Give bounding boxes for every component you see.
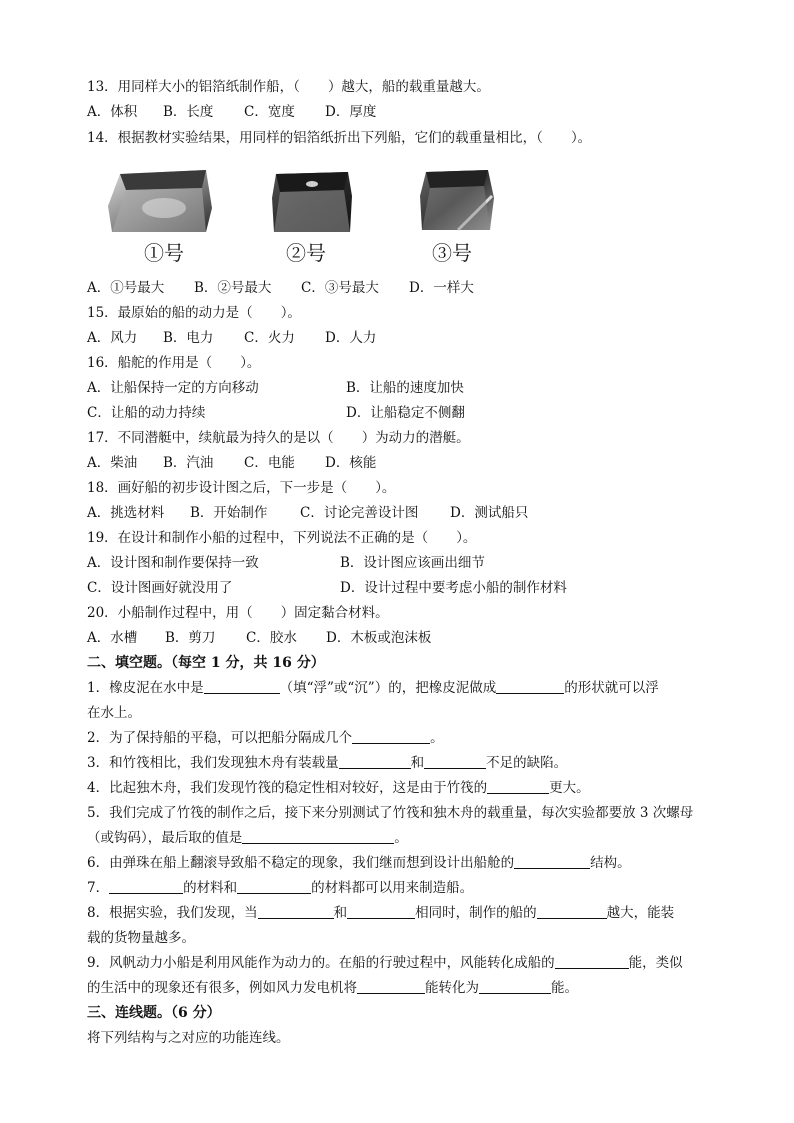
- boat-1-label: ①号: [144, 241, 184, 265]
- q18-option-d[interactable]: D．测试船只: [450, 505, 529, 521]
- q14-stem: 14．根据教材实验结果，用同样的铝箔纸折出下列船，它们的载重量相比，（ ）。: [87, 130, 592, 146]
- fill-9-blank-1[interactable]: [555, 954, 629, 969]
- fill-8-blank-1[interactable]: [258, 904, 334, 919]
- fill-8-blank-3[interactable]: [537, 904, 607, 919]
- boat-2-image: [270, 168, 354, 234]
- q18-option-c[interactable]: C．讨论完善设计图: [300, 505, 419, 521]
- fill-7-blank-2[interactable]: [237, 879, 311, 894]
- q17-option-b[interactable]: B．汽油: [163, 455, 214, 471]
- q15-option-d[interactable]: D．人力: [325, 330, 377, 346]
- fill-9-blank-2[interactable]: [357, 979, 425, 994]
- section3-title: 三、连线题。（6 分）: [87, 1005, 221, 1021]
- section2-title: 二、填空题。（每空 1 分，共 16 分）: [87, 655, 325, 671]
- fill-8: 8．根据实验，我们发现，当 和 相同时，制作的船的 越大，能装: [87, 905, 675, 921]
- q13-stem: 13．用同样大小的铝箔纸制作船，（ ）越大，船的载重量越大。: [87, 79, 490, 95]
- boat-3-label: ③号: [432, 241, 472, 265]
- q15-stem: 15．最原始的船的动力是（ ）。: [87, 305, 301, 321]
- fill-6: 6．由弹珠在船上翻滚导致船不稳定的现象，我们继而想到设计出船舱的 结构。: [87, 855, 631, 871]
- q19-option-c[interactable]: C．设计图画好就没用了: [87, 580, 233, 596]
- fill-1-blank-1[interactable]: [204, 679, 280, 694]
- fill-3: 3．和竹筏相比，我们发现独木舟有装载量 和 不足的缺陷。: [87, 755, 568, 771]
- q20-stem: 20．小船制作过程中，用（ ）固定黏合材料。: [87, 605, 389, 621]
- fill-7-blank-1[interactable]: [109, 879, 183, 894]
- q16-option-c[interactable]: C．让船的动力持续: [87, 405, 206, 421]
- fill-9: 9．风帆动力小船是利用风能作为动力的。在船的行驶过程中，风能转化成船的 能，类似: [87, 955, 683, 971]
- fill-7: 7． 的材料和 的材料都可以用来制造船。: [87, 880, 474, 896]
- fill-8-cont: 载的货物量越多。: [87, 930, 195, 946]
- q20-option-c[interactable]: C．胶水: [246, 630, 297, 646]
- q18-stem: 18．画好船的初步设计图之后，下一步是（ ）。: [87, 480, 396, 496]
- fill-2: 2．为了保持船的平稳，可以把船分隔成几个 。: [87, 730, 444, 746]
- q13-option-d[interactable]: D．厚度: [325, 104, 377, 120]
- q16-option-b[interactable]: B．让船的速度加快: [346, 380, 464, 396]
- fill-6-blank[interactable]: [514, 854, 590, 869]
- q13-option-b[interactable]: B．长度: [163, 104, 214, 120]
- q15-option-c[interactable]: C．火力: [244, 330, 295, 346]
- q19-option-a[interactable]: A．设计图和制作要保持一致: [87, 555, 259, 571]
- q19-stem: 19．在设计和制作小船的过程中，下列说法不正确的是（ ）。: [87, 530, 477, 546]
- boat-2-label: ②号: [286, 241, 326, 265]
- fill-1-cont: 在水上。: [87, 705, 141, 721]
- q13-option-c[interactable]: C．宽度: [244, 104, 295, 120]
- q14-option-b[interactable]: B．②号最大: [194, 280, 272, 296]
- q17-stem: 17．不同潜艇中，续航最为持久的是以（ ）为动力的潜艇。: [87, 430, 470, 446]
- fill-4: 4．比起独木舟，我们发现竹筏的稳定性相对较好，这是由于竹筏的 更大。: [87, 780, 590, 796]
- q19-option-b[interactable]: B．设计图应该画出细节: [340, 555, 485, 571]
- q18-option-a[interactable]: A．挑选材料: [87, 505, 165, 521]
- fill-2-blank[interactable]: [352, 729, 430, 744]
- q20-option-b[interactable]: B．剪刀: [165, 630, 216, 646]
- q14-option-d[interactable]: D．一样大: [409, 280, 474, 296]
- q20-option-d[interactable]: D．木板或泡沫板: [326, 630, 432, 646]
- fill-3-blank-2[interactable]: [424, 754, 486, 769]
- q14-option-a[interactable]: A．①号最大: [87, 280, 165, 296]
- fill-5-cont: （或钩码），最后取的值是 。: [87, 830, 408, 846]
- q15-option-a[interactable]: A．风力: [87, 330, 138, 346]
- boat-3-image: [418, 168, 496, 232]
- q14-option-c[interactable]: C．③号最大: [301, 280, 379, 296]
- fill-8-blank-2[interactable]: [347, 904, 415, 919]
- fill-5: 5．我们完成了竹筏的制作之后，接下来分别测试了竹筏和独木舟的载重量，每次实验都要放 3 次螺母: [87, 805, 694, 821]
- fill-5-blank[interactable]: [242, 829, 394, 844]
- fill-1: 1．橡皮泥在水中是 （填“浮”或“沉”）的，把橡皮泥做成 的形状就可以浮: [87, 680, 659, 696]
- fill-1-blank-2[interactable]: [496, 679, 564, 694]
- q15-option-b[interactable]: B．电力: [163, 330, 214, 346]
- q18-option-b[interactable]: B．开始制作: [190, 505, 268, 521]
- q17-option-c[interactable]: C．电能: [244, 455, 295, 471]
- fill-3-blank-1[interactable]: [339, 754, 411, 769]
- q17-option-a[interactable]: A．柴油: [87, 455, 138, 471]
- q16-option-d[interactable]: D．让船稳定不侧翻: [346, 405, 465, 421]
- q20-option-a[interactable]: A．水槽: [87, 630, 138, 646]
- q16-option-a[interactable]: A．让船保持一定的方向移动: [87, 380, 259, 396]
- boat-1-image: [106, 168, 214, 234]
- q19-option-d[interactable]: D．设计过程中要考虑小船的制作材料: [340, 580, 567, 596]
- q17-option-d[interactable]: D．核能: [325, 455, 377, 471]
- fill-9-blank-3[interactable]: [479, 979, 551, 994]
- fill-4-blank[interactable]: [487, 779, 549, 794]
- section3-instruction: 将下列结构与之对应的功能连线。: [87, 1030, 290, 1046]
- q16-stem: 16．船舵的作用是（ ）。: [87, 355, 261, 371]
- q13-option-a[interactable]: A．体积: [87, 104, 138, 120]
- fill-9-cont: 的生活中的现象还有很多，例如风力发电机将 能转化为 能。: [87, 980, 578, 996]
